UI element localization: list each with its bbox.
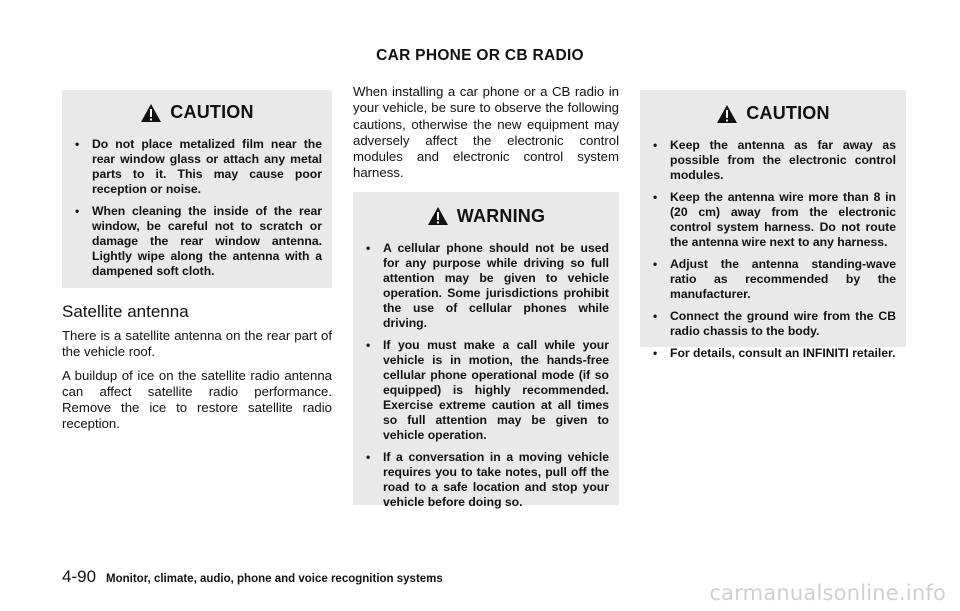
watermark[interactable]: carmanualsonline.info — [709, 581, 946, 605]
chapter-title: Monitor, climate, audio, phone and voice recognition systems — [106, 573, 443, 585]
list-item: • Adjust the antenna standing-wave ratio as recommended by the manufacturer. — [650, 257, 896, 302]
caution-header — [72, 102, 322, 123]
caution-list — [72, 137, 322, 279]
list-item: • Keep the antenna wire more than 8 in (20 cm) away from the electronic control system harness. Do not route the antenna wire next to any harness. — [650, 190, 896, 250]
subsection-title: Satellite antenna — [62, 302, 189, 321]
warning-list — [363, 241, 609, 510]
caution-list — [650, 138, 896, 361]
middle-column — [353, 84, 619, 509]
warning-triangle-icon — [427, 206, 449, 226]
list-item: • A cellular phone should not be used for any purpose while driving so full attention may be given to vehicle operation. Some jurisdictions prohibit the use of cellular phones while driving. — [363, 241, 609, 331]
list-item: • Do not place metalized film near the rear window glass or attach any metal parts to it. This may cause poor reception or noise. — [72, 137, 322, 197]
caution-heading: CAUTION — [170, 102, 254, 122]
caution-box-right — [640, 90, 906, 360]
list-item: • If you must make a call while your vehicle is in motion, the hands-free cellular phone operational mode (if so equipped) is highly recommended. Exercise extreme caution at all times so full attention may be given to vehicle operation. — [363, 338, 609, 443]
list-item: • Keep the antenna as far away as possible from the electronic control modules. — [650, 138, 896, 183]
list-item: • For details, consult an INFINITI retailer. — [650, 346, 896, 361]
section-title: CAR PHONE OR CB RADIO — [376, 47, 584, 64]
page-number: 4-90 — [62, 567, 97, 586]
intro-paragraph: When installing a car phone or a CB radio in your vehicle, be sure to observe the following cautions, otherwise the new equipment may adversely affect the electronic control modules and electronic control system harness. — [353, 84, 619, 181]
left-column — [62, 90, 332, 433]
warning-triangle-icon — [716, 104, 738, 124]
warning-header — [363, 206, 609, 227]
warning-heading: WARNING — [456, 205, 546, 226]
caution-heading: CAUTION — [746, 103, 830, 123]
page-footer — [62, 567, 443, 587]
list-item: • When cleaning the inside of the rear window, be careful not to scratch or damage the rear window antenna. Lightly wipe along the antenna with a dampened soft cloth. — [72, 204, 322, 279]
caution-box-left — [62, 90, 332, 288]
right-column — [640, 90, 906, 360]
paragraph: There is a satellite antenna on the rear part of the vehicle roof. — [62, 328, 332, 360]
list-item: • Connect the ground wire from the CB radio chassis to the body. — [650, 309, 896, 339]
warning-box — [353, 192, 619, 509]
paragraph: A buildup of ice on the satellite radio antenna can affect satellite radio performance. Remove the ice to restore satellite radio reception. — [62, 367, 332, 432]
caution-header — [650, 103, 896, 124]
warning-triangle-icon — [140, 103, 162, 123]
list-item: • If a conversation in a moving vehicle requires you to take notes, pull off the road to a safe location and stop your vehicle before doing so. — [363, 450, 609, 510]
